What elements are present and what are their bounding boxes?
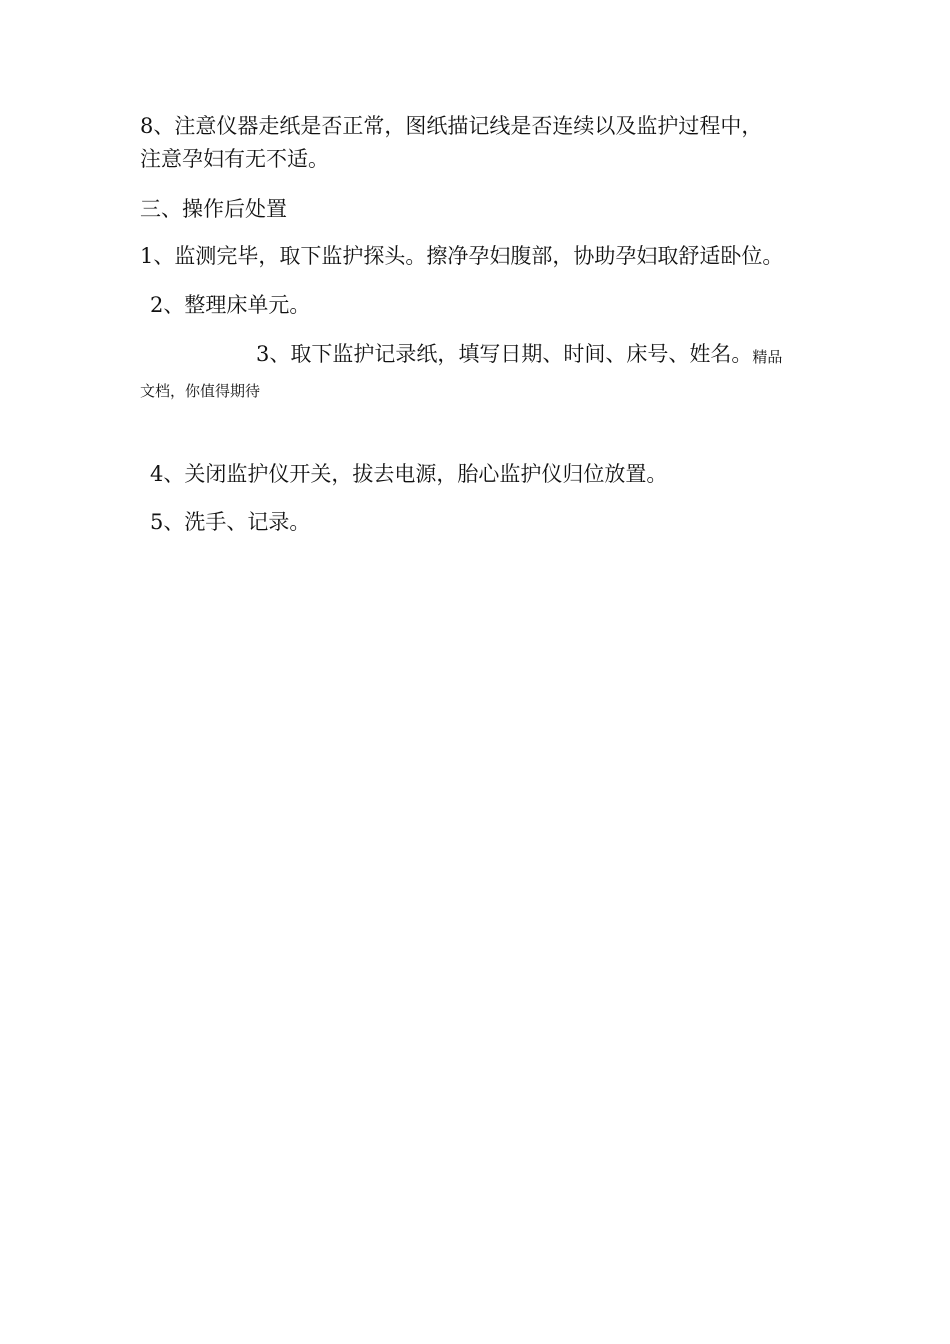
item-8-text-line-2: 注意孕妇有无不适。 (140, 147, 329, 171)
section-heading: 三、操作后处置 (140, 197, 287, 221)
step-5-text: 5、洗手、记录。 (150, 510, 311, 534)
watermark-text-part-1: 精品 (752, 348, 783, 366)
step-3-text: 3、取下监护记录纸，填写日期、时间、床号、姓名。 (256, 342, 753, 366)
step-3-line (256, 340, 782, 370)
step-1-text: 1、监测完毕，取下监护探头。擦净孕妇腹部，协助孕妇取舒适卧位。 (140, 244, 784, 268)
watermark-text-part-2: 文档，你值得期待 (140, 382, 261, 400)
step-2-text: 2、整理床单元。 (150, 293, 311, 317)
item-8-text-line-1: 8、注意仪器走纸是否正常，图纸描记线是否连续以及监护过程中， (140, 114, 763, 138)
step-4-text: 4、关闭监护仪开关，拔去电源，胎心监护仪归位放置。 (150, 462, 668, 486)
